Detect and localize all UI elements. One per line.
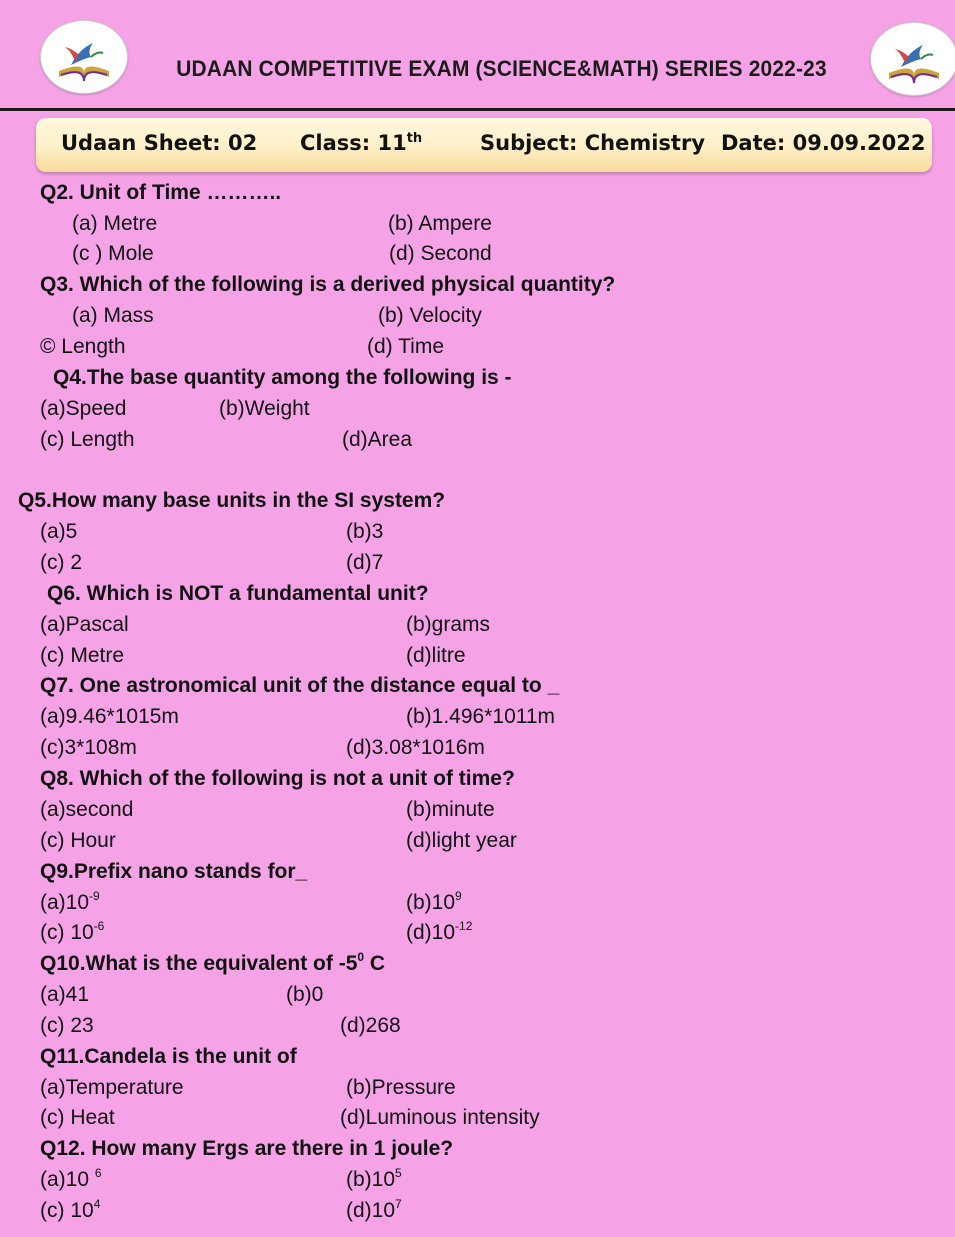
q5-option-d: (d)7 [346,551,384,574]
q12-option-a-base: (a)10 [40,1168,95,1191]
degree-sign: 0 [357,950,365,964]
question-9: Q9.Prefix nano stands for_ [40,860,308,883]
q9-option-b-exponent: 9 [455,889,462,903]
q5-option-c: (c) 2 [40,551,82,574]
q12-option-d-base: (d)10 [346,1199,396,1222]
q10-option-b: (b)0 [286,983,324,1006]
sheet-number: Udaan Sheet: 02 [61,131,258,155]
q3-option-b: (b) Velocity [378,304,482,327]
question-4: Q4.The base quantity among the following is - [53,366,512,389]
q4-option-c: (c) Length [40,428,135,451]
question-10-unit: C [364,952,386,975]
question-11: Q11.Candela is the unit of [40,1045,297,1068]
q11-option-c: (c) Heat [40,1106,115,1129]
q5-option-b: (b)3 [346,520,384,543]
q8-option-b: (b)minute [406,798,495,821]
q10-option-d: (d)268 [340,1014,401,1037]
q9-option-c [40,921,104,945]
question-10 [40,952,385,976]
q9-option-c-exponent: -6 [93,919,105,933]
q7-option-a: (a)9.46*1015m [40,705,179,728]
q11-option-d: (d)Luminous intensity [340,1106,540,1129]
q11-option-a: (a)Temperature [40,1076,184,1099]
q4-option-b: (b)Weight [219,397,310,420]
q9-option-d-exponent: -12 [455,919,473,933]
q12-option-d-exponent: 7 [395,1197,402,1211]
q2-option-b: (b) Ampere [388,212,492,235]
q9-option-a [40,891,100,915]
q4-option-a: (a)Speed [40,397,127,420]
q9-option-a-base: (a)10 [40,891,90,914]
date-info: Date: 09.09.2022 [721,131,926,155]
question-8: Q8. Which of the following is not a unit of time? [40,767,515,790]
q6-option-b: (b)grams [406,613,491,636]
q7-option-b: (b)1.496*1011m [406,705,556,728]
q3-option-c: © Length [40,335,126,358]
q12-option-b-base: (b)10 [346,1168,396,1191]
question-5: Q5.How many base units in the SI system? [18,489,446,512]
q12-option-a [40,1168,102,1192]
q6-option-c: (c) Metre [40,644,124,667]
q12-option-b-exponent: 5 [395,1166,402,1180]
header-divider [0,108,955,111]
q5-option-a: (a)5 [40,520,78,543]
page-title: UDAAN COMPETITIVE EXAM (SCIENCE&MATH) SERIES 2022-23 [176,56,827,81]
q12-option-d [346,1199,402,1223]
question-10-text: Q10.What is the equivalent of -5 [40,952,358,975]
sheet-info-bar [36,118,932,172]
class-info [300,131,422,155]
q9-option-d [406,921,472,945]
question-6: Q6. Which is NOT a fundamental unit? [47,582,429,605]
q7-option-d: (d)3.08*1016m [346,736,485,759]
question-7: Q7. One astronomical unit of the distance equal to _ [40,674,560,697]
q12-option-a-exponent: 6 [94,1166,102,1180]
q8-option-d: (d)light year [406,829,517,852]
q3-option-d: (d) Time [367,335,445,358]
q2-option-c: (c ) Mole [72,242,154,265]
question-12: Q12. How many Ergs are there in 1 joule? [40,1137,454,1160]
class-label: Class: 11 [300,131,407,155]
q9-option-a-exponent: -9 [89,889,100,903]
subject-info: Subject: Chemistry [480,131,706,155]
q6-option-d: (d)litre [406,644,466,667]
question-2: Q2. Unit of Time ……….. [40,181,282,204]
q9-option-c-base: (c) 10 [40,921,94,944]
q10-option-a: (a)41 [40,983,90,1006]
q9-option-b [406,891,462,915]
q9-option-b-base: (b)10 [406,891,456,914]
q12-option-c-exponent: 4 [93,1197,101,1211]
q2-option-a: (a) Metre [72,212,158,235]
q8-option-c: (c) Hour [40,829,116,852]
question-3: Q3. Which of the following is a derived physical quantity? [40,273,616,296]
q6-option-a: (a)Pascal [40,613,129,636]
q4-option-d: (d)Area [342,428,413,451]
q7-option-c: (c)3*108m [40,736,137,759]
q10-option-c: (c) 23 [40,1014,94,1037]
q12-option-c [40,1199,100,1223]
q8-option-a: (a)second [40,798,134,821]
q12-option-b [346,1168,402,1192]
q3-option-a: (a) Mass [72,304,154,327]
q2-option-d: (d) Second [389,242,492,265]
class-suffix: th [406,131,423,146]
q9-option-d-base: (d)10 [406,921,456,944]
q12-option-c-base: (c) 10 [40,1199,94,1222]
q11-option-b: (b)Pressure [346,1076,456,1099]
